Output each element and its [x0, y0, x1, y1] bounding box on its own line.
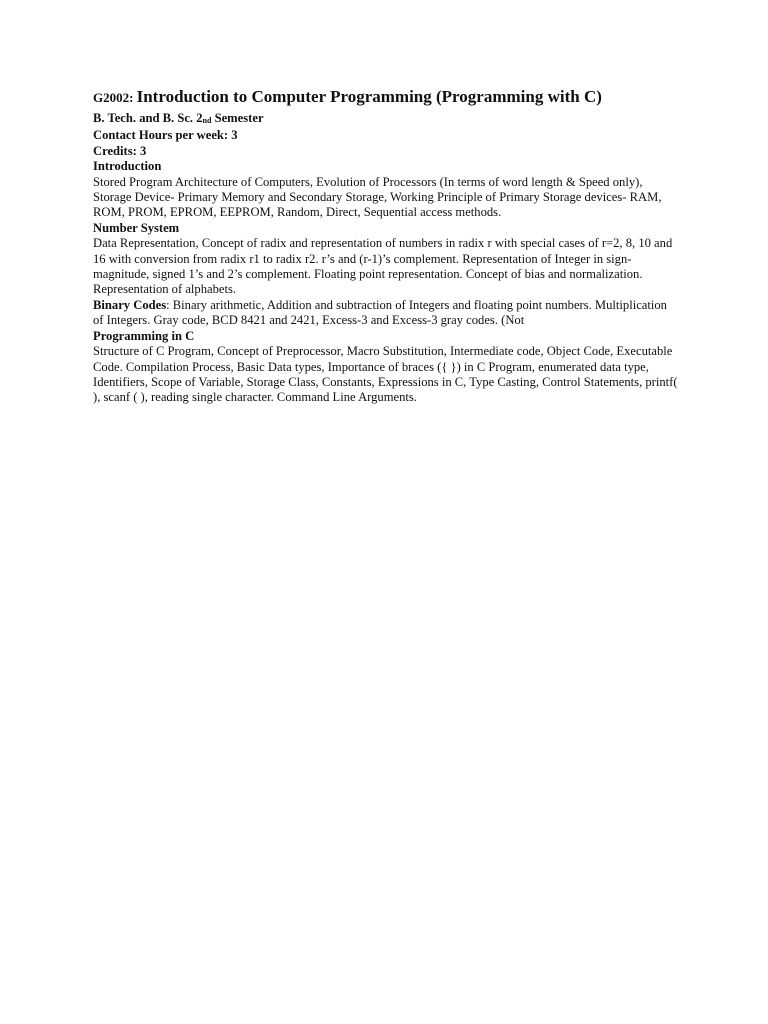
programming-in-c-body: Structure of C Program, Concept of Preprocessor, Macro Substitution, Intermediate code, Object Code, Executable Code. Compilation Process, Basic Data types, Importance of braces ({ }) in C Program, enumerated data type, Identifiers, Scope of Variable, Storage Class, Constants, Expressions in C, Type Casting, Control Statements, printf( ), scanf ( ), reading single character. Command Line Arguments.	[93, 344, 678, 405]
program-prefix: B. Tech. and B. Sc. 2	[93, 111, 203, 125]
binary-codes-paragraph	[93, 298, 678, 329]
number-system-heading: Number System	[93, 220, 180, 235]
binary-codes-heading: Binary Codes	[93, 297, 167, 312]
program-semester	[93, 111, 678, 128]
introduction-heading: Introduction	[93, 159, 162, 174]
introduction-body: Stored Program Architecture of Computers, Evolution of Processors (In terms of word length & Speed only), Storage Device- Primary Memory and Secondary Storage, Working Principle of Primary Storage devices- RAM, ROM, PROM, EPROM, EEPROM, Random, Direct, Sequential access methods.	[93, 174, 662, 220]
number-system-body: Data Representation, Concept of radix and representation of numbers in radix r with special cases of r=2, 8, 10 and 16 with conversion from radix r1 to radix r2. r’s and (r-1)’s complement. Representation of Integer in sign-magnitude, signed 1’s and 2’s complement. Floating point representation. Concept of bias and normalization. Representation of alphabets.	[93, 236, 673, 297]
course-title: Introduction to Computer Programming (Programming with C)	[136, 87, 602, 106]
binary-codes-body: : Binary arithmetic, Addition and subtraction of Integers and floating point numbers. Multiplication of Integers. Gray code, BCD 8421 and 2421, Excess-3 and Excess-3 gray codes. (Not	[93, 297, 667, 328]
program-suffix: Semester	[211, 111, 264, 125]
course-title-line	[93, 86, 678, 109]
program-ordinal: nd	[202, 116, 212, 125]
programming-in-c-heading: Programming in C	[93, 328, 195, 343]
syllabus-page	[93, 86, 678, 406]
course-code: G2002:	[93, 90, 134, 105]
contact-hours: Contact Hours per week: 3	[93, 128, 238, 143]
credits: Credits: 3	[93, 143, 147, 158]
